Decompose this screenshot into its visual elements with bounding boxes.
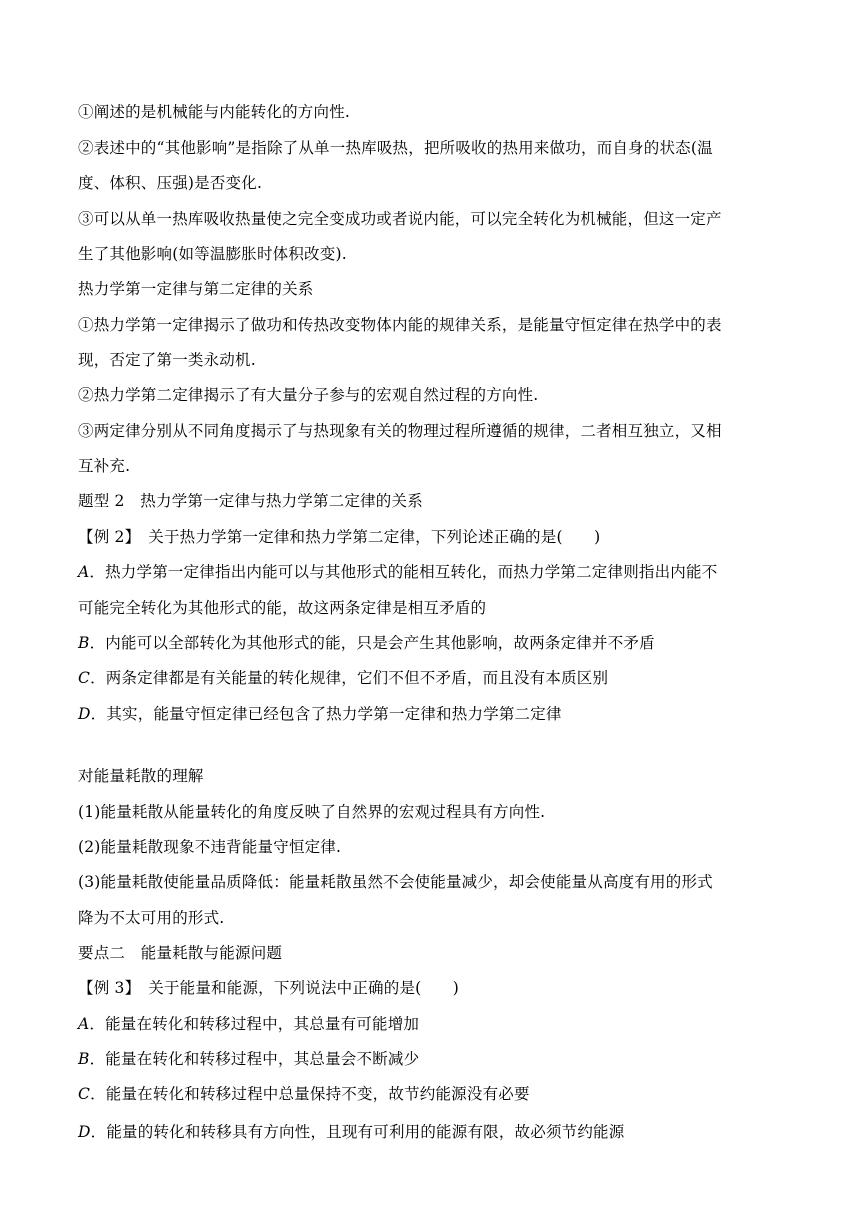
- option-text: ．其实，能量守恒定律已经包含了热力学第一定律和热力学第二定律: [90, 705, 562, 723]
- option-text: ．能量在转化和转移过程中，其总量会不断减少: [89, 1050, 420, 1068]
- paragraph-line: (1)能量耗散从能量转化的角度反映了自然界的宏观过程具有方向性.: [78, 803, 546, 821]
- option-letter: A: [78, 563, 90, 581]
- example-question: [78, 977, 784, 999]
- paragraph-line: ①热力学第一定律揭示了做功和传热改变物体内能的规律关系，是能量守恒定律在热学中的表: [78, 316, 722, 334]
- question-type-heading: 题型 2 热力学第一定律与热力学第二定律的关系: [78, 492, 423, 510]
- paragraph-line: 降为不太可用的形式.: [78, 909, 225, 927]
- option-letter: D: [78, 705, 91, 723]
- option-text: ．内能可以全部转化为其他形式的能，只是会产生其他影响，故两条定律并不矛盾: [89, 634, 655, 652]
- example-label: 【例 2】: [78, 528, 133, 546]
- paragraph-line: ③可以从单一热库吸收热量使之完全变成功或者说内能，可以完全转化为机械能，但这一定产: [78, 210, 722, 228]
- option-letter: C: [78, 669, 91, 687]
- paragraph-line: (3)能量耗散使能量品质降低：能量耗散虽然不会使能量减少，却会使能量从高度有用的形式: [78, 873, 713, 891]
- option-text: ．能量在转化和转移过程中，其总量有可能增加: [89, 1015, 420, 1033]
- option-b: [78, 632, 784, 654]
- option-d: [78, 1121, 784, 1143]
- paragraph-line: 现，否定了第一类永动机.: [78, 351, 256, 369]
- option-text: ．两条定律都是有关能量的转化规律，它们不但不矛盾，而且没有本质区别: [90, 669, 609, 687]
- option-c: [78, 1083, 784, 1105]
- paragraph-line: 生了其他影响(如等温膨胀时体积改变).: [78, 245, 347, 263]
- option-a: [78, 561, 784, 583]
- option-letter: B: [78, 1050, 90, 1068]
- paragraph-line: ①阐述的是机械能与内能转化的方向性.: [78, 103, 351, 121]
- option-a: [78, 1013, 784, 1035]
- section-heading: 热力学第一定律与第二定律的关系: [78, 280, 314, 298]
- key-point-heading: 要点二 能量耗散与能源问题: [78, 944, 283, 962]
- option-text: ．能量的转化和转移具有方向性，且现有可利用的能源有限，故必须节约能源: [90, 1123, 625, 1141]
- option-letter: D: [78, 1123, 91, 1141]
- option-text: ．热力学第一定律指出内能可以与其他形式的能相互转化，而热力学第二定律则指出内能不: [89, 563, 718, 581]
- option-letter: A: [78, 1015, 90, 1033]
- option-a-continued: 可能完全转化为其他形式的能，故这两条定律是相互矛盾的: [78, 599, 487, 617]
- paragraph-line: ③两定律分别从不同角度揭示了与热现象有关的物理过程所遵循的规律，二者相互独立，又相: [78, 422, 722, 440]
- paragraph-line: ②表述中的“其他影响”是指除了从单一热库吸热，把所吸收的热用来做功，而自身的状态(温: [78, 139, 713, 157]
- option-text: ．能量在转化和转移过程中总量保持不变，故节约能源没有必要: [90, 1085, 530, 1103]
- example-text: 关于热力学第一定律和热力学第二定律，下列论述正确的是( ): [132, 528, 601, 546]
- paragraph-line: 互补充.: [78, 457, 131, 475]
- option-letter: C: [78, 1085, 91, 1103]
- option-c: [78, 667, 784, 689]
- option-letter: B: [78, 634, 90, 652]
- paragraph-line: ②热力学第二定律揭示了有大量分子参与的宏观自然过程的方向性.: [78, 386, 539, 404]
- example-text: 关于能量和能源，下列说法中正确的是( ): [132, 979, 460, 997]
- section-heading: 对能量耗散的理解: [78, 767, 204, 785]
- paragraph-line: (2)能量耗散现象不违背能量守恒定律.: [78, 838, 342, 856]
- option-d: [78, 703, 784, 725]
- option-b: [78, 1048, 784, 1070]
- paragraph-line: 度、体积、压强)是否变化.: [78, 174, 263, 192]
- example-question: [78, 526, 784, 548]
- example-label: 【例 3】: [78, 979, 133, 997]
